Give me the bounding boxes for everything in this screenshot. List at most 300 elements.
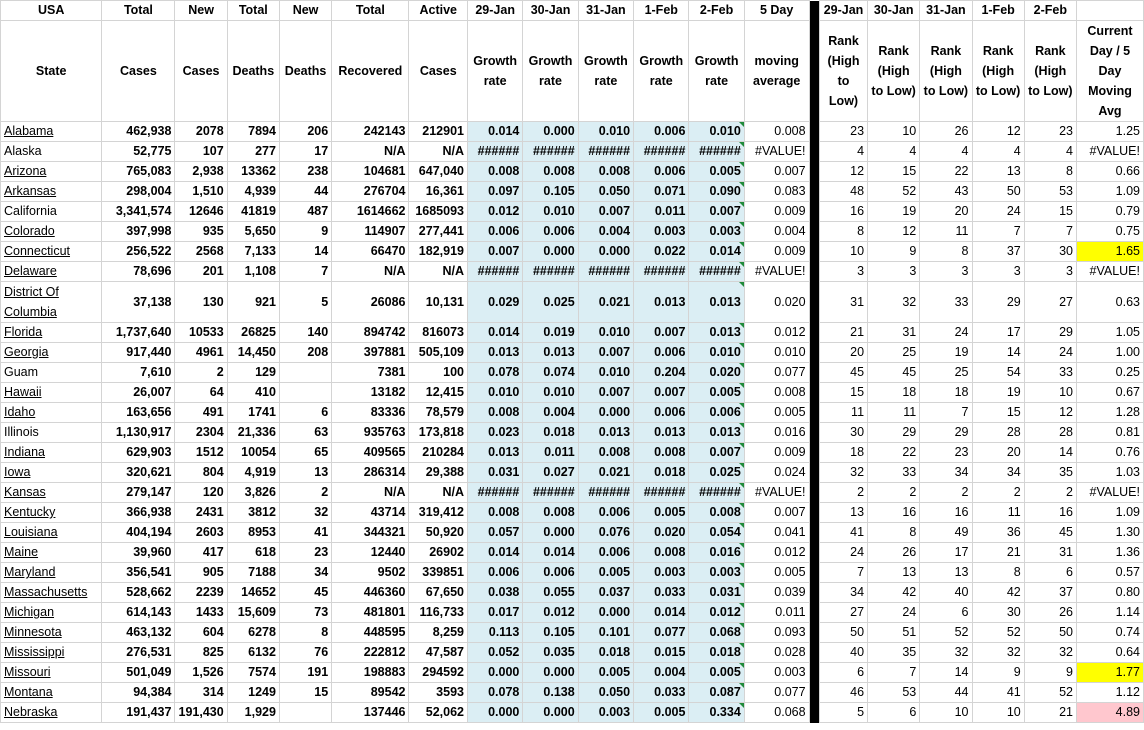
rank-cell[interactable]: 32 <box>920 643 972 663</box>
value-cell[interactable]: 8,259 <box>409 623 468 643</box>
value-cell[interactable]: 1685093 <box>409 202 468 222</box>
value-cell[interactable]: 104681 <box>332 162 409 182</box>
rank-cell[interactable]: 32 <box>819 463 867 483</box>
moving-average-cell[interactable]: #VALUE! <box>744 142 809 162</box>
rank-cell[interactable]: 40 <box>920 583 972 603</box>
header-cell[interactable]: Rank (High to Low) <box>819 21 867 122</box>
state-link[interactable]: Alabama <box>1 122 102 142</box>
moving-average-cell[interactable]: 0.012 <box>744 323 809 343</box>
rank-cell[interactable]: 29 <box>1024 323 1076 343</box>
growth-rate-cell[interactable]: 0.000 <box>523 523 578 543</box>
header-cell[interactable]: 31-Jan <box>578 1 633 21</box>
value-cell[interactable]: 501,049 <box>102 663 175 683</box>
rank-cell[interactable]: 33 <box>868 463 920 483</box>
rank-cell[interactable]: 26 <box>1024 603 1076 623</box>
ratio-cell[interactable]: 0.75 <box>1076 222 1143 242</box>
rank-cell[interactable]: 53 <box>868 683 920 703</box>
rank-cell[interactable]: 49 <box>920 523 972 543</box>
header-cell[interactable]: New <box>279 1 331 21</box>
value-cell[interactable]: 629,903 <box>102 443 175 463</box>
value-cell[interactable]: 130 <box>175 282 227 323</box>
state-link[interactable]: California <box>1 202 102 222</box>
growth-rate-cell[interactable]: ###### <box>634 142 689 162</box>
rank-cell[interactable]: 37 <box>1024 583 1076 603</box>
value-cell[interactable]: 17 <box>279 142 331 162</box>
state-link[interactable]: Iowa <box>1 463 102 483</box>
growth-rate-cell[interactable]: 0.097 <box>467 182 522 202</box>
value-cell[interactable]: 212901 <box>409 122 468 142</box>
value-cell[interactable]: 3,826 <box>227 483 279 503</box>
growth-rate-cell[interactable]: 0.076 <box>578 523 633 543</box>
growth-rate-cell[interactable]: 0.000 <box>523 242 578 262</box>
value-cell[interactable]: 83336 <box>332 403 409 423</box>
rank-cell[interactable]: 31 <box>868 323 920 343</box>
rank-cell[interactable]: 14 <box>1024 443 1076 463</box>
ratio-cell[interactable]: 0.67 <box>1076 383 1143 403</box>
header-cell[interactable]: Rank (High to Low) <box>1024 21 1076 122</box>
header-cell[interactable]: 2-Feb <box>1024 1 1076 21</box>
header-cell[interactable]: 30-Jan <box>523 1 578 21</box>
value-cell[interactable]: 238 <box>279 162 331 182</box>
value-cell[interactable]: 277 <box>227 142 279 162</box>
growth-rate-cell[interactable]: 0.055 <box>523 583 578 603</box>
rank-cell[interactable]: 8 <box>868 523 920 543</box>
rank-cell[interactable]: 3 <box>920 262 972 282</box>
value-cell[interactable]: 3593 <box>409 683 468 703</box>
value-cell[interactable]: 804 <box>175 463 227 483</box>
growth-rate-cell[interactable]: 0.101 <box>578 623 633 643</box>
value-cell[interactable]: 487 <box>279 202 331 222</box>
state-link[interactable]: Indiana <box>1 443 102 463</box>
growth-rate-cell[interactable]: 0.050 <box>578 182 633 202</box>
value-cell[interactable]: 10054 <box>227 443 279 463</box>
moving-average-cell[interactable]: 0.016 <box>744 423 809 443</box>
rank-cell[interactable]: 17 <box>920 543 972 563</box>
value-cell[interactable]: 41 <box>279 523 331 543</box>
growth-rate-cell[interactable]: 0.006 <box>634 122 689 142</box>
growth-rate-cell[interactable]: 0.025 <box>689 463 744 483</box>
value-cell[interactable]: 5,650 <box>227 222 279 242</box>
value-cell[interactable]: 201 <box>175 262 227 282</box>
header-cell[interactable]: Growth rate <box>523 21 578 122</box>
rank-cell[interactable]: 21 <box>1024 703 1076 723</box>
rank-cell[interactable]: 21 <box>819 323 867 343</box>
growth-rate-cell[interactable]: 0.007 <box>634 323 689 343</box>
growth-rate-cell[interactable]: 0.008 <box>467 503 522 523</box>
state-link[interactable]: Guam <box>1 363 102 383</box>
header-cell[interactable] <box>1076 1 1143 21</box>
value-cell[interactable]: 921 <box>227 282 279 323</box>
header-cell[interactable]: 29-Jan <box>819 1 867 21</box>
value-cell[interactable]: 7574 <box>227 663 279 683</box>
rank-cell[interactable]: 52 <box>1024 683 1076 703</box>
rank-cell[interactable]: 11 <box>819 403 867 423</box>
rank-cell[interactable]: 19 <box>920 343 972 363</box>
value-cell[interactable]: 76 <box>279 643 331 663</box>
rank-cell[interactable]: 14 <box>972 343 1024 363</box>
value-cell[interactable]: 12646 <box>175 202 227 222</box>
growth-rate-cell[interactable]: 0.014 <box>467 323 522 343</box>
header-cell[interactable]: Rank (High to Low) <box>868 21 920 122</box>
growth-rate-cell[interactable]: 0.003 <box>634 222 689 242</box>
growth-rate-cell[interactable]: 0.105 <box>523 182 578 202</box>
value-cell[interactable]: N/A <box>332 142 409 162</box>
rank-cell[interactable]: 34 <box>920 463 972 483</box>
value-cell[interactable]: 100 <box>409 363 468 383</box>
value-cell[interactable]: 13362 <box>227 162 279 182</box>
ratio-cell[interactable]: 1.14 <box>1076 603 1143 623</box>
rank-cell[interactable]: 25 <box>868 343 920 363</box>
value-cell[interactable]: 4,919 <box>227 463 279 483</box>
moving-average-cell[interactable]: #VALUE! <box>744 262 809 282</box>
growth-rate-cell[interactable]: 0.003 <box>634 563 689 583</box>
moving-average-cell[interactable]: 0.007 <box>744 503 809 523</box>
value-cell[interactable]: 1,737,640 <box>102 323 175 343</box>
rank-cell[interactable]: 12 <box>972 122 1024 142</box>
header-cell[interactable]: 29-Jan <box>467 1 522 21</box>
value-cell[interactable]: 7,133 <box>227 242 279 262</box>
value-cell[interactable]: 618 <box>227 543 279 563</box>
header-cell[interactable]: Growth rate <box>689 21 744 122</box>
growth-rate-cell[interactable]: 0.018 <box>689 643 744 663</box>
growth-rate-cell[interactable]: ###### <box>689 142 744 162</box>
growth-rate-cell[interactable]: 0.071 <box>634 182 689 202</box>
rank-cell[interactable]: 30 <box>819 423 867 443</box>
rank-cell[interactable]: 50 <box>819 623 867 643</box>
rank-cell[interactable]: 9 <box>972 663 1024 683</box>
value-cell[interactable]: 63 <box>279 423 331 443</box>
value-cell[interactable]: 276704 <box>332 182 409 202</box>
value-cell[interactable]: 7188 <box>227 563 279 583</box>
value-cell[interactable]: N/A <box>409 483 468 503</box>
growth-rate-cell[interactable]: 0.029 <box>467 282 522 323</box>
value-cell[interactable]: 191 <box>279 663 331 683</box>
growth-rate-cell[interactable]: 0.006 <box>689 403 744 423</box>
growth-rate-cell[interactable]: 0.054 <box>689 523 744 543</box>
moving-average-cell[interactable]: 0.009 <box>744 202 809 222</box>
growth-rate-cell[interactable]: 0.006 <box>634 343 689 363</box>
rank-cell[interactable]: 24 <box>819 543 867 563</box>
value-cell[interactable]: 825 <box>175 643 227 663</box>
rank-cell[interactable]: 10 <box>1024 383 1076 403</box>
growth-rate-cell[interactable]: 0.010 <box>467 383 522 403</box>
value-cell[interactable]: 298,004 <box>102 182 175 202</box>
rank-cell[interactable]: 22 <box>868 443 920 463</box>
rank-cell[interactable]: 2 <box>920 483 972 503</box>
rank-cell[interactable]: 28 <box>1024 423 1076 443</box>
rank-cell[interactable]: 3 <box>819 262 867 282</box>
growth-rate-cell[interactable]: 0.021 <box>578 282 633 323</box>
header-cell[interactable]: 1-Feb <box>972 1 1024 21</box>
value-cell[interactable]: 12,415 <box>409 383 468 403</box>
value-cell[interactable]: 2 <box>175 363 227 383</box>
growth-rate-cell[interactable]: 0.014 <box>467 543 522 563</box>
header-cell[interactable]: 1-Feb <box>634 1 689 21</box>
value-cell[interactable]: 1741 <box>227 403 279 423</box>
ratio-cell[interactable]: 1.77 <box>1076 663 1143 683</box>
rank-cell[interactable]: 18 <box>819 443 867 463</box>
state-link[interactable]: Arizona <box>1 162 102 182</box>
state-link[interactable]: Georgia <box>1 343 102 363</box>
growth-rate-cell[interactable]: ###### <box>578 262 633 282</box>
rank-cell[interactable]: 42 <box>972 583 1024 603</box>
value-cell[interactable]: 1,108 <box>227 262 279 282</box>
ratio-cell[interactable]: 1.03 <box>1076 463 1143 483</box>
value-cell[interactable]: 2568 <box>175 242 227 262</box>
growth-rate-cell[interactable]: 0.033 <box>634 683 689 703</box>
rank-cell[interactable]: 23 <box>1024 122 1076 142</box>
growth-rate-cell[interactable]: 0.012 <box>689 603 744 623</box>
value-cell[interactable]: 129 <box>227 363 279 383</box>
growth-rate-cell[interactable]: 0.006 <box>578 503 633 523</box>
growth-rate-cell[interactable]: 0.035 <box>523 643 578 663</box>
value-cell[interactable]: 13 <box>279 463 331 483</box>
growth-rate-cell[interactable]: 0.003 <box>689 563 744 583</box>
ratio-cell[interactable]: 1.09 <box>1076 182 1143 202</box>
ratio-cell[interactable]: 1.09 <box>1076 503 1143 523</box>
header-cell[interactable]: Recovered <box>332 21 409 122</box>
value-cell[interactable]: 14,450 <box>227 343 279 363</box>
moving-average-cell[interactable]: 0.077 <box>744 363 809 383</box>
rank-cell[interactable]: 26 <box>868 543 920 563</box>
rank-cell[interactable]: 16 <box>868 503 920 523</box>
value-cell[interactable]: 66470 <box>332 242 409 262</box>
state-link[interactable]: District Of Columbia <box>1 282 102 323</box>
value-cell[interactable]: 26825 <box>227 323 279 343</box>
rank-cell[interactable]: 13 <box>868 563 920 583</box>
value-cell[interactable]: 448595 <box>332 623 409 643</box>
growth-rate-cell[interactable]: 0.010 <box>689 343 744 363</box>
rank-cell[interactable]: 42 <box>868 583 920 603</box>
rank-cell[interactable]: 25 <box>920 363 972 383</box>
value-cell[interactable]: 7,610 <box>102 363 175 383</box>
growth-rate-cell[interactable]: 0.008 <box>467 403 522 423</box>
rank-cell[interactable]: 15 <box>972 403 1024 423</box>
value-cell[interactable]: 13182 <box>332 383 409 403</box>
growth-rate-cell[interactable]: 0.005 <box>689 162 744 182</box>
value-cell[interactable]: 15,609 <box>227 603 279 623</box>
value-cell[interactable]: 4961 <box>175 343 227 363</box>
value-cell[interactable]: 366,938 <box>102 503 175 523</box>
header-cell[interactable]: Deaths <box>279 21 331 122</box>
rank-cell[interactable]: 16 <box>920 503 972 523</box>
rank-cell[interactable]: 10 <box>868 122 920 142</box>
growth-rate-cell[interactable]: 0.018 <box>634 463 689 483</box>
growth-rate-cell[interactable]: 0.050 <box>578 683 633 703</box>
growth-rate-cell[interactable]: 0.008 <box>634 543 689 563</box>
rank-cell[interactable]: 32 <box>1024 643 1076 663</box>
value-cell[interactable]: 3812 <box>227 503 279 523</box>
header-cell[interactable]: Total <box>332 1 409 21</box>
state-link[interactable]: Maine <box>1 543 102 563</box>
value-cell[interactable]: 2431 <box>175 503 227 523</box>
value-cell[interactable]: 528,662 <box>102 583 175 603</box>
rank-cell[interactable]: 41 <box>819 523 867 543</box>
rank-cell[interactable]: 8 <box>1024 162 1076 182</box>
value-cell[interactable]: 917,440 <box>102 343 175 363</box>
value-cell[interactable]: 1,929 <box>227 703 279 723</box>
header-cell[interactable]: Current Day / 5 Day Moving Avg <box>1076 21 1143 122</box>
growth-rate-cell[interactable]: 0.023 <box>467 423 522 443</box>
value-cell[interactable]: 67,650 <box>409 583 468 603</box>
rank-cell[interactable]: 50 <box>1024 623 1076 643</box>
growth-rate-cell[interactable]: 0.006 <box>634 403 689 423</box>
value-cell[interactable]: 116,733 <box>409 603 468 623</box>
rank-cell[interactable]: 7 <box>868 663 920 683</box>
value-cell[interactable]: 210284 <box>409 443 468 463</box>
value-cell[interactable]: 191,437 <box>102 703 175 723</box>
value-cell[interactable]: 47,587 <box>409 643 468 663</box>
value-cell[interactable]: N/A <box>332 262 409 282</box>
ratio-cell[interactable]: 0.63 <box>1076 282 1143 323</box>
growth-rate-cell[interactable]: 0.077 <box>634 623 689 643</box>
growth-rate-cell[interactable]: 0.031 <box>689 583 744 603</box>
moving-average-cell[interactable]: 0.083 <box>744 182 809 202</box>
value-cell[interactable]: 894742 <box>332 323 409 343</box>
rank-cell[interactable]: 4 <box>819 142 867 162</box>
state-link[interactable]: Louisiana <box>1 523 102 543</box>
growth-rate-cell[interactable]: 0.078 <box>467 683 522 703</box>
rank-cell[interactable]: 4 <box>1024 142 1076 162</box>
ratio-cell[interactable]: 0.64 <box>1076 643 1143 663</box>
growth-rate-cell[interactable]: 0.068 <box>689 623 744 643</box>
growth-rate-cell[interactable]: 0.334 <box>689 703 744 723</box>
growth-rate-cell[interactable]: 0.000 <box>578 242 633 262</box>
growth-rate-cell[interactable]: 0.038 <box>467 583 522 603</box>
growth-rate-cell[interactable]: 0.006 <box>523 222 578 242</box>
growth-rate-cell[interactable]: ###### <box>689 483 744 503</box>
value-cell[interactable]: 44 <box>279 182 331 202</box>
rank-cell[interactable]: 12 <box>868 222 920 242</box>
value-cell[interactable]: 4,939 <box>227 182 279 202</box>
growth-rate-cell[interactable]: 0.005 <box>578 663 633 683</box>
rank-cell[interactable]: 21 <box>972 543 1024 563</box>
growth-rate-cell[interactable]: 0.008 <box>523 162 578 182</box>
value-cell[interactable]: 43714 <box>332 503 409 523</box>
ratio-cell[interactable]: 0.76 <box>1076 443 1143 463</box>
growth-rate-cell[interactable]: 0.007 <box>689 202 744 222</box>
value-cell[interactable]: 78,579 <box>409 403 468 423</box>
growth-rate-cell[interactable]: 0.020 <box>634 523 689 543</box>
rank-cell[interactable]: 24 <box>868 603 920 623</box>
value-cell[interactable]: 120 <box>175 483 227 503</box>
header-cell[interactable]: USA <box>1 1 102 21</box>
value-cell[interactable]: 339851 <box>409 563 468 583</box>
moving-average-cell[interactable]: 0.020 <box>744 282 809 323</box>
rank-cell[interactable]: 19 <box>972 383 1024 403</box>
value-cell[interactable]: 765,083 <box>102 162 175 182</box>
value-cell[interactable]: 7894 <box>227 122 279 142</box>
rank-cell[interactable]: 15 <box>1024 202 1076 222</box>
growth-rate-cell[interactable]: ###### <box>467 262 522 282</box>
growth-rate-cell[interactable]: 0.013 <box>634 282 689 323</box>
state-link[interactable]: Florida <box>1 323 102 343</box>
rank-cell[interactable]: 15 <box>868 162 920 182</box>
state-link[interactable]: Hawaii <box>1 383 102 403</box>
rank-cell[interactable]: 7 <box>819 563 867 583</box>
value-cell[interactable]: 6132 <box>227 643 279 663</box>
value-cell[interactable]: 16,361 <box>409 182 468 202</box>
value-cell[interactable]: 647,040 <box>409 162 468 182</box>
rank-cell[interactable]: 53 <box>1024 182 1076 202</box>
growth-rate-cell[interactable]: 0.010 <box>689 122 744 142</box>
value-cell[interactable] <box>279 363 331 383</box>
value-cell[interactable]: 12440 <box>332 543 409 563</box>
value-cell[interactable]: 404,194 <box>102 523 175 543</box>
rank-cell[interactable]: 6 <box>1024 563 1076 583</box>
growth-rate-cell[interactable]: 0.012 <box>467 202 522 222</box>
growth-rate-cell[interactable]: 0.010 <box>578 122 633 142</box>
growth-rate-cell[interactable]: 0.057 <box>467 523 522 543</box>
value-cell[interactable]: 2239 <box>175 583 227 603</box>
value-cell[interactable]: 1249 <box>227 683 279 703</box>
rank-cell[interactable]: 54 <box>972 363 1024 383</box>
growth-rate-cell[interactable]: ###### <box>578 142 633 162</box>
rank-cell[interactable]: 31 <box>1024 543 1076 563</box>
rank-cell[interactable]: 3 <box>1024 262 1076 282</box>
rank-cell[interactable]: 8 <box>819 222 867 242</box>
growth-rate-cell[interactable]: 0.008 <box>689 503 744 523</box>
value-cell[interactable]: 7 <box>279 262 331 282</box>
state-link[interactable]: Maryland <box>1 563 102 583</box>
state-link[interactable]: Illinois <box>1 423 102 443</box>
growth-rate-cell[interactable]: 0.010 <box>578 323 633 343</box>
ratio-cell[interactable]: 1.25 <box>1076 122 1143 142</box>
growth-rate-cell[interactable]: 0.005 <box>689 383 744 403</box>
rank-cell[interactable]: 18 <box>868 383 920 403</box>
rank-cell[interactable]: 27 <box>819 603 867 623</box>
growth-rate-cell[interactable]: 0.074 <box>523 363 578 383</box>
value-cell[interactable]: 276,531 <box>102 643 175 663</box>
ratio-cell[interactable]: 0.25 <box>1076 363 1143 383</box>
growth-rate-cell[interactable]: 0.037 <box>578 583 633 603</box>
growth-rate-cell[interactable]: ###### <box>689 262 744 282</box>
growth-rate-cell[interactable]: 0.011 <box>523 443 578 463</box>
rank-cell[interactable]: 14 <box>920 663 972 683</box>
rank-cell[interactable]: 6 <box>819 663 867 683</box>
ratio-cell[interactable]: 1.36 <box>1076 543 1143 563</box>
growth-rate-cell[interactable]: 0.017 <box>467 603 522 623</box>
value-cell[interactable]: 29,388 <box>409 463 468 483</box>
value-cell[interactable]: 50,920 <box>409 523 468 543</box>
header-cell[interactable]: moving average <box>744 21 809 122</box>
rank-cell[interactable]: 12 <box>819 162 867 182</box>
rank-cell[interactable]: 23 <box>819 122 867 142</box>
value-cell[interactable]: 10533 <box>175 323 227 343</box>
value-cell[interactable]: N/A <box>332 483 409 503</box>
rank-cell[interactable]: 28 <box>972 423 1024 443</box>
growth-rate-cell[interactable]: 0.008 <box>523 503 578 523</box>
state-link[interactable]: Michigan <box>1 603 102 623</box>
rank-cell[interactable]: 32 <box>972 643 1024 663</box>
growth-rate-cell[interactable]: 0.013 <box>523 343 578 363</box>
header-cell[interactable]: 5 Day <box>744 1 809 21</box>
ratio-cell[interactable]: 1.28 <box>1076 403 1143 423</box>
rank-cell[interactable]: 4 <box>868 142 920 162</box>
growth-rate-cell[interactable]: 0.018 <box>578 643 633 663</box>
rank-cell[interactable]: 33 <box>1024 363 1076 383</box>
value-cell[interactable]: 140 <box>279 323 331 343</box>
rank-cell[interactable]: 11 <box>868 403 920 423</box>
value-cell[interactable]: 8 <box>279 623 331 643</box>
growth-rate-cell[interactable]: 0.016 <box>689 543 744 563</box>
rank-cell[interactable]: 45 <box>819 363 867 383</box>
value-cell[interactable]: 2304 <box>175 423 227 443</box>
value-cell[interactable]: 1433 <box>175 603 227 623</box>
rank-cell[interactable]: 29 <box>868 423 920 443</box>
header-cell[interactable]: Rank (High to Low) <box>972 21 1024 122</box>
value-cell[interactable]: 206 <box>279 122 331 142</box>
